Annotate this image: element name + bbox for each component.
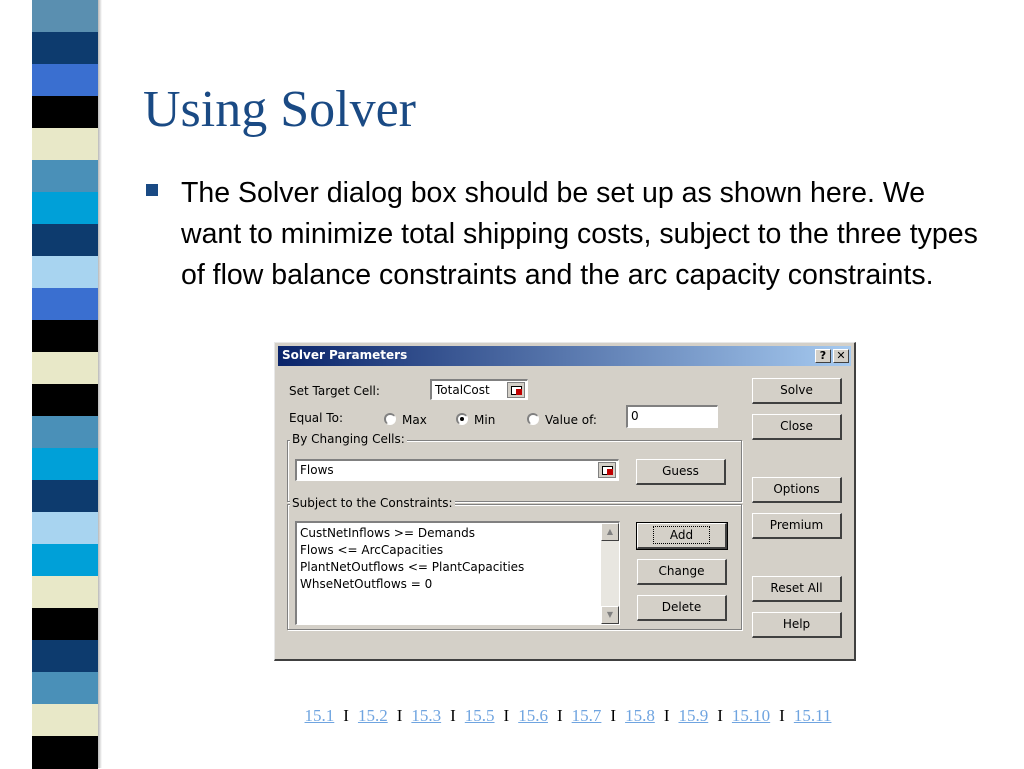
nav-separator: I	[717, 706, 723, 725]
close-button[interactable]: Close	[752, 414, 842, 440]
close-title-button[interactable]: ✕	[833, 349, 849, 363]
nav-separator: I	[556, 706, 563, 725]
stripe-band	[32, 640, 98, 673]
help-title-button[interactable]: ?	[815, 349, 831, 363]
stripe-band	[32, 576, 98, 609]
delete-button[interactable]: Delete	[637, 595, 727, 621]
nav-link[interactable]: 15.10	[731, 706, 771, 725]
nav-separator: I	[450, 706, 456, 725]
changing-cells-value: Flows	[300, 463, 334, 477]
constraint-item[interactable]: Flows <= ArcCapacities	[300, 543, 444, 557]
slide-title: Using Solver	[143, 81, 416, 138]
stripe-band	[32, 320, 98, 353]
dialog-title: Solver Parameters	[282, 348, 408, 362]
change-button[interactable]: Change	[637, 559, 727, 585]
nav-link[interactable]: 15.1	[304, 706, 335, 725]
help-button[interactable]: Help	[752, 612, 842, 638]
stripe-band	[32, 384, 98, 417]
nav-link[interactable]: 15.3	[411, 706, 442, 725]
radio-max[interactable]	[384, 413, 396, 425]
radio-min-label[interactable]: Min	[474, 413, 496, 427]
stripe-band	[32, 352, 98, 385]
nav-separator: I	[503, 706, 510, 725]
stripe-band	[32, 672, 98, 705]
nav-separator: I	[663, 706, 670, 725]
slide-navigation	[0, 706, 1024, 726]
target-cell-value: TotalCost	[435, 383, 490, 397]
stripe-band	[32, 512, 98, 545]
radio-max-label[interactable]: Max	[402, 413, 427, 427]
stripe-band	[32, 160, 98, 193]
set-target-cell-label: Set Target Cell:	[289, 384, 380, 398]
nav-separator: I	[396, 706, 403, 725]
equal-to-label: Equal To:	[289, 411, 343, 425]
value-of-input[interactable]	[626, 405, 718, 428]
radio-min[interactable]	[456, 413, 468, 425]
stripe-band	[32, 544, 98, 577]
stripe-band	[32, 288, 98, 321]
nav-separator: I	[610, 706, 617, 725]
constraint-item[interactable]: PlantNetOutflows <= PlantCapacities	[300, 560, 525, 574]
stripe-band	[32, 64, 98, 97]
stripe-band	[32, 224, 98, 257]
stripe-band	[32, 96, 98, 129]
nav-link[interactable]: 15.7	[571, 706, 602, 725]
stripe-band	[32, 128, 98, 161]
stripe-band	[32, 736, 98, 769]
stripe-band	[32, 448, 98, 481]
changing-cells-label: By Changing Cells:	[292, 432, 405, 446]
value-of-value: 0	[631, 409, 639, 423]
stripe-band	[32, 256, 98, 289]
nav-separator: I	[779, 706, 785, 725]
guess-button[interactable]: Guess	[636, 459, 726, 485]
constraints-scrollbar[interactable]	[601, 523, 619, 624]
stripe-shadow	[98, 0, 102, 768]
nav-link[interactable]: 15.9	[678, 706, 709, 725]
stripe-band	[32, 416, 98, 449]
constraint-item[interactable]: CustNetInflows >= Demands	[300, 526, 475, 540]
stripe-band	[32, 0, 98, 33]
radio-value-of[interactable]	[527, 413, 539, 425]
slide-body-text: The Solver dialog box should be set up as shown here. We want to minimize total shipping costs, subject to the three types of flow balance constraints and the arc capacity constraints.	[181, 177, 978, 291]
solve-button[interactable]: Solve	[752, 378, 842, 404]
collapse-dialog-icon[interactable]	[598, 462, 616, 478]
decorative-stripe	[32, 0, 98, 768]
bullet-icon	[146, 184, 158, 196]
reset-all-button[interactable]: Reset All	[752, 576, 842, 602]
target-cell-input[interactable]	[430, 379, 528, 400]
scroll-up-icon[interactable]: ▲	[601, 523, 619, 541]
options-button[interactable]: Options	[752, 477, 842, 503]
stripe-band	[32, 480, 98, 513]
scroll-down-icon[interactable]: ▼	[601, 606, 619, 624]
nav-link[interactable]: 15.8	[625, 706, 655, 725]
constraint-item[interactable]: WhseNetOutflows = 0	[300, 577, 433, 591]
stripe-band	[32, 32, 98, 65]
collapse-dialog-icon[interactable]	[507, 382, 525, 398]
nav-link[interactable]: 15.6	[518, 706, 548, 725]
dialog-titlebar[interactable]	[278, 346, 851, 366]
nav-link[interactable]: 15.5	[464, 706, 495, 725]
solver-parameters-dialog	[274, 342, 856, 661]
constraints-label: Subject to the Constraints:	[292, 496, 453, 510]
changing-cells-input[interactable]	[295, 459, 619, 481]
nav-link[interactable]: 15.2	[357, 706, 388, 725]
premium-button[interactable]: Premium	[752, 513, 842, 539]
radio-value-of-label[interactable]: Value of:	[545, 413, 597, 427]
nav-separator: I	[343, 706, 349, 725]
constraints-list[interactable]	[295, 521, 620, 625]
stripe-band	[32, 608, 98, 641]
nav-link[interactable]: 15.11	[793, 706, 832, 725]
stripe-band	[32, 192, 98, 225]
add-button[interactable]: Add	[637, 523, 727, 549]
